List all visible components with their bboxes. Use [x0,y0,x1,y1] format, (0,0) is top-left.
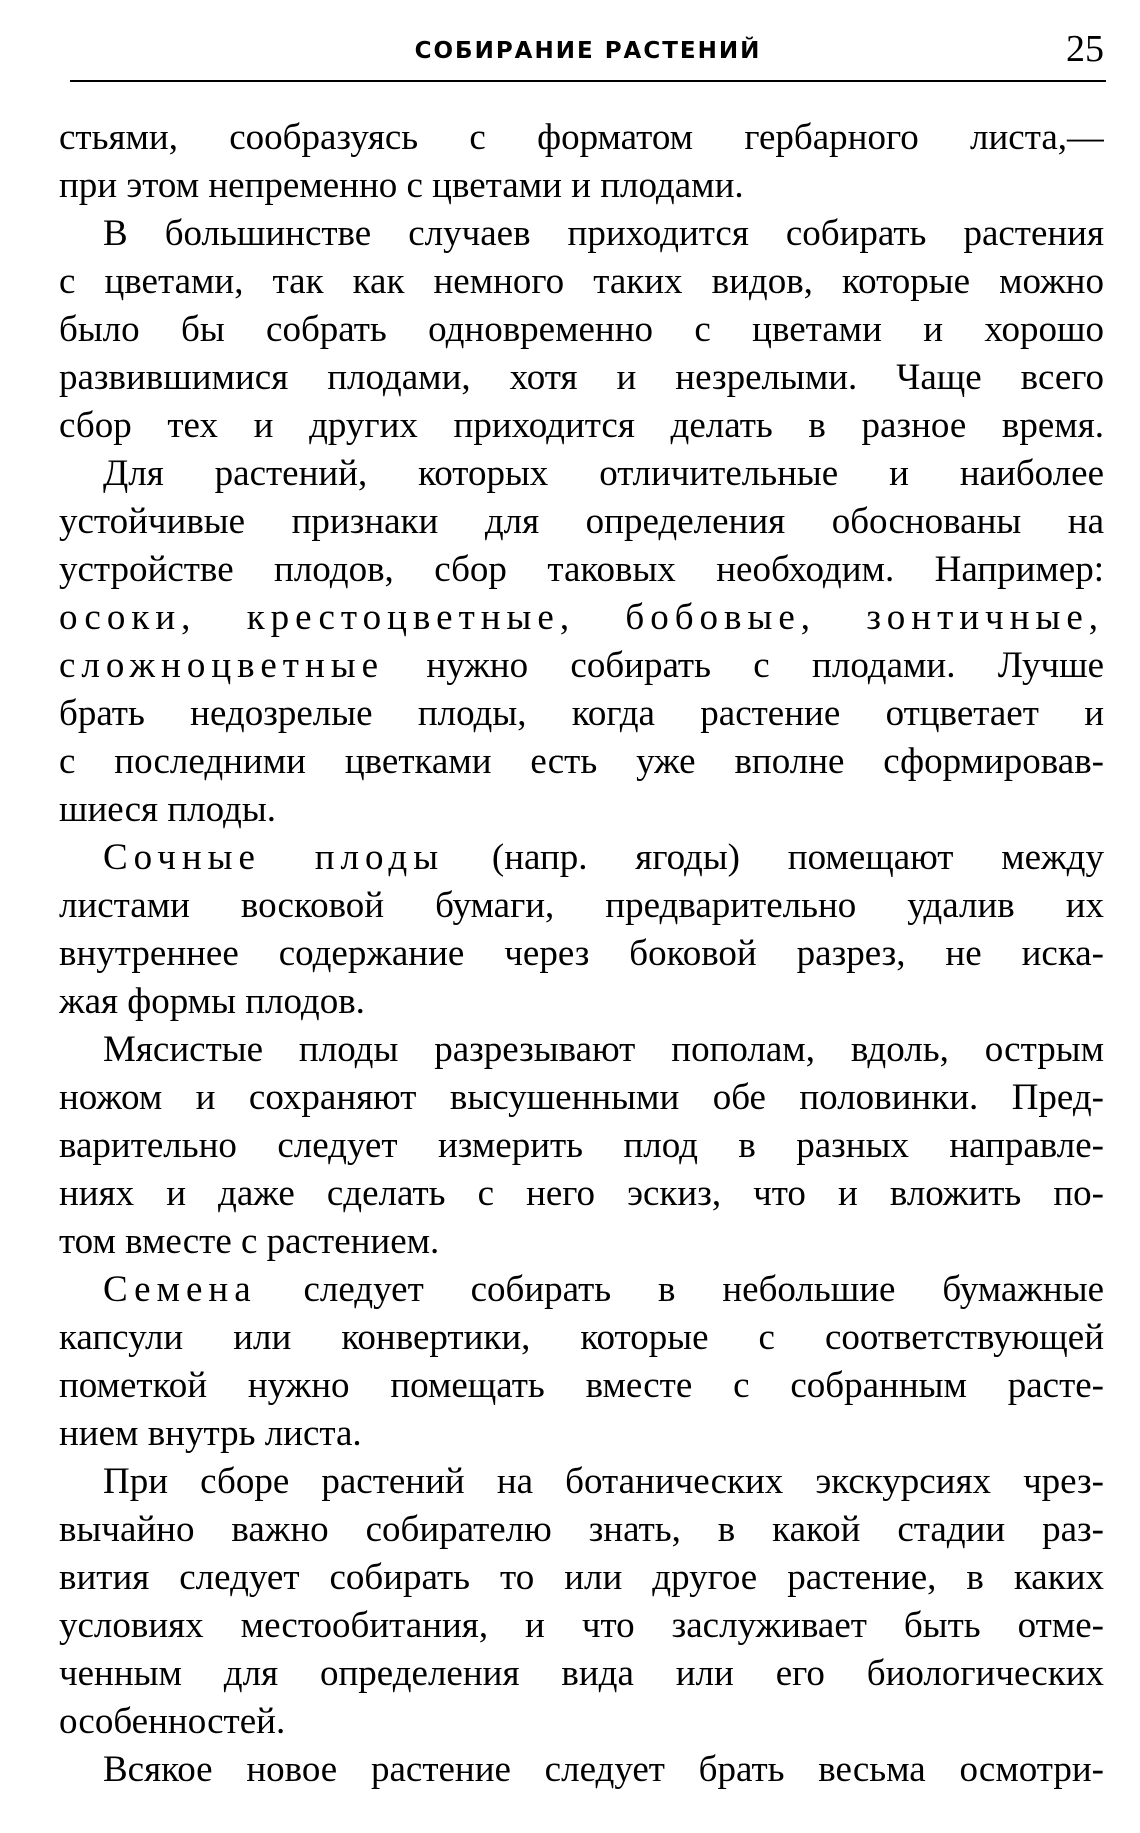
text-line: брать недозрелые плоды, когда растение отцветает и [59,693,1104,734]
text-line: шиеся плоды. [59,789,276,830]
text-line: при этом непременно с цветами и плодами. [59,165,744,206]
text-line: сложноцветные нужно собирать с плодами. Лучше [59,645,1104,686]
text-line: вития следует собирать то или другое растение, в каких [59,1557,1104,1598]
spaced-term: сложноцветные [59,645,385,686]
paragraph [59,210,1104,450]
running-title: СОБИРАНИЕ РАСТЕНИЙ [414,38,762,64]
text-line: ножом и сохраняют высушенными обе половинки. Пред- [59,1077,1104,1118]
text-line: Мясистые плоды разрезывают пополам, вдоль, острым [103,1029,1104,1070]
text-line: Сочные плоды (напр. ягоды) помещают между [103,837,1104,878]
paragraph [59,1026,1104,1266]
text-line: Семена следует собирать в небольшие бумажные [103,1269,1104,1310]
text-line: стьями, сообразуясь с форматом гербарного листа,— [59,117,1104,158]
text-line: ченным для определения вида или его биологических [59,1653,1104,1694]
text-line: с цветами, так как немного таких видов, которые можно [59,261,1104,302]
text-line: ниях и даже сделать с него эскиз, что и вложить по- [59,1173,1104,1214]
text-line: При сборе растений на ботанических экскурсиях чрез- [103,1461,1104,1502]
text-line: было бы собрать одновременно с цветами и хорошо [59,309,1104,350]
text-line: устойчивые признаки для определения обоснованы на [59,501,1104,542]
paragraph [59,1746,1104,1794]
text-line: пометкой нужно помещать вместе с собранным расте- [59,1365,1104,1406]
text-line: осоки, крестоцветные, бобовые, зонтичные, [59,597,1104,638]
paragraph [59,114,1104,210]
page-number: 25 [1066,28,1104,70]
paragraph [59,1458,1104,1746]
text-line: Всякое новое растение следует брать весьма осмотри- [103,1749,1104,1790]
spaced-term: Семена [103,1269,257,1310]
text-line: листами восковой бумаги, предварительно удалив их [59,885,1104,926]
paragraph [59,450,1104,834]
header-rule [70,80,1106,82]
text-line: развившимися плодами, хотя и незрелыми. Чаще всего [59,357,1104,398]
text-line: варительно следует измерить плод в разных направле- [59,1125,1104,1166]
spaced-term: Сочные плоды [103,837,445,878]
text-line: особенностей. [59,1701,286,1742]
text-line: нием внутрь листа. [59,1413,362,1454]
text-line: том вместе с растением. [59,1221,440,1262]
body-text [59,114,1104,1794]
paragraph [59,1266,1104,1458]
text-line: с последними цветками есть уже вполне сформировав- [59,741,1104,782]
running-head [72,30,1104,86]
text-line: Для растений, которых отличительные и наиболее [103,453,1104,494]
paragraph [59,834,1104,1026]
text-line: условиях местообитания, и что заслуживает быть отме- [59,1605,1104,1646]
text-line: жая формы плодов. [59,981,365,1022]
text-line: сбор тех и других приходится делать в разное время. [59,405,1104,446]
text-line: В большинстве случаев приходится собирать растения [103,213,1104,254]
text-line: устройстве плодов, сбор таковых необходим. Например: [59,549,1104,590]
text-line: вычайно важно собирателю знать, в какой стадии раз- [59,1509,1104,1550]
text-line: капсули или конвертики, которые с соответствующей [59,1317,1104,1358]
text-line: внутреннее содержание через боковой разрез, не иска- [59,933,1104,974]
